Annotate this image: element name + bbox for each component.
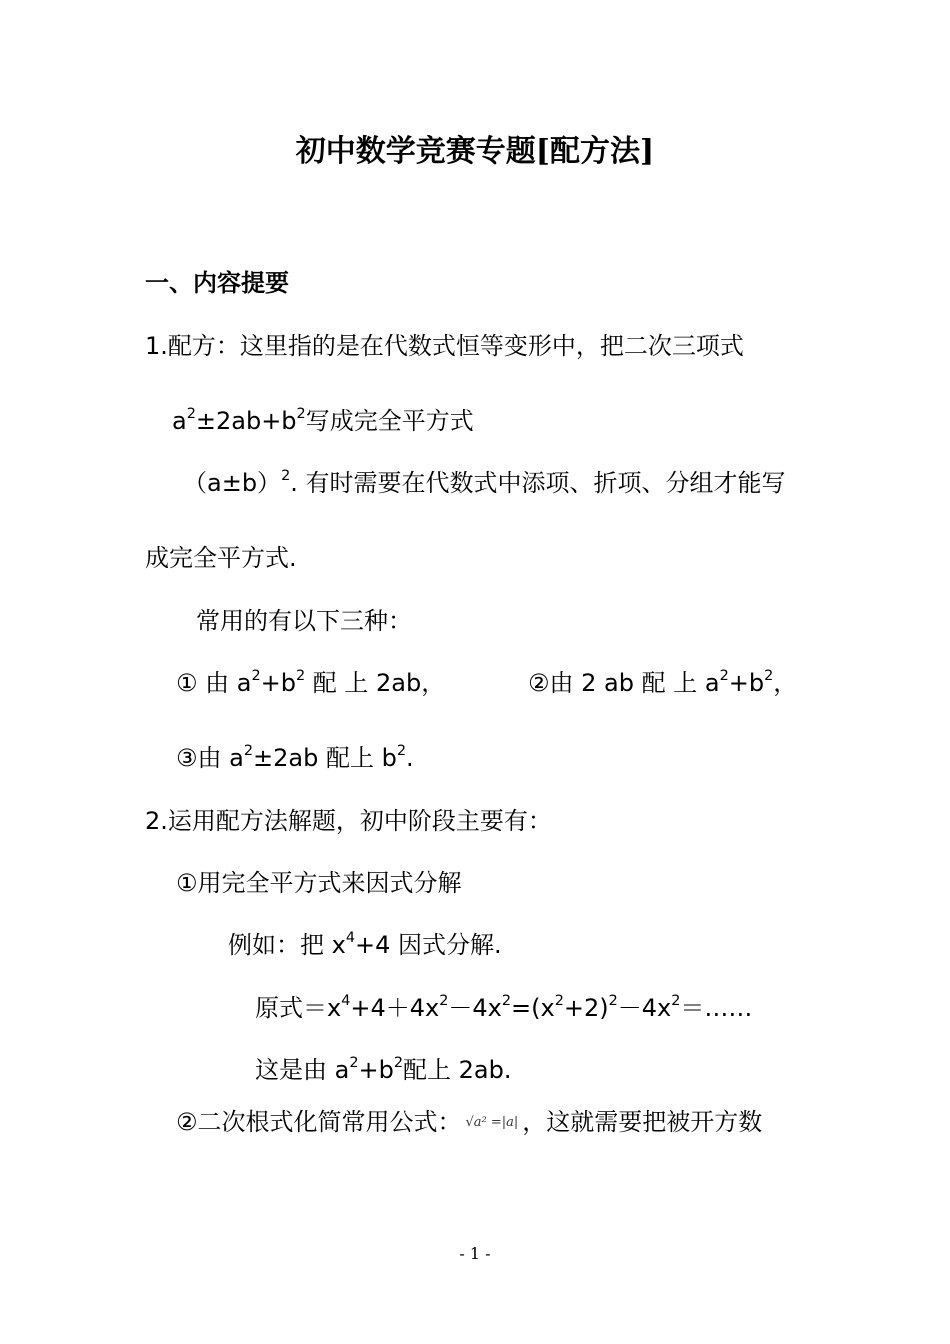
- paragraph-line: 常用的有以下三种：: [196, 607, 412, 635]
- formula-line: 原式$=x^4+4+4x^2-4x^2=(x^2+2)^2-4x^2=\dots\dots$: [255, 992, 753, 1022]
- list-item: ③由 $a^2\pm 2ab$ 配上 $b^2$.: [176, 742, 414, 772]
- paragraph-line: 2.运用配方法解题，初中阶段主要有：: [145, 807, 552, 835]
- example-line: 例如：把 $x^4+4$ 因式分解.: [228, 929, 502, 959]
- list-item: ①用完全平方式来因式分解: [176, 869, 462, 897]
- page-number: - 1 -: [459, 1244, 491, 1263]
- title-text: 初中数学竞赛专题[: [295, 134, 550, 169]
- paragraph-line: $a^2\pm 2ab+b^2$写成完全平方式: [172, 405, 474, 435]
- section-heading: 一、内容提要: [145, 269, 289, 297]
- title-close-bracket: ]: [640, 134, 655, 169]
- title-bold-text: 配方法: [550, 134, 640, 169]
- list-item: ① 由 $a^2+b^2$ 配 上 2ab，: [176, 667, 446, 697]
- note-line: 这是由 $a^2+b^2$配上 2ab.: [255, 1054, 512, 1084]
- paragraph-line: 成完全平方式.: [145, 544, 297, 572]
- sqrt-formula-image: √a² =|a|: [465, 1115, 519, 1130]
- list-item: ②由 2 ab 配 上 $a^2+b^2$，: [528, 667, 798, 697]
- paragraph-line: 1.配方：这里指的是在代数式恒等变形中，把二次三项式: [145, 332, 744, 360]
- paragraph-line: $(a\pm b)^2$. 有时需要在代数式中添项、折项、分组才能写: [183, 467, 786, 497]
- list-item: ②二次根式化简常用公式： √a² =|a| ，这就需要把被开方数: [176, 1108, 763, 1136]
- page-title: [0, 132, 950, 172]
